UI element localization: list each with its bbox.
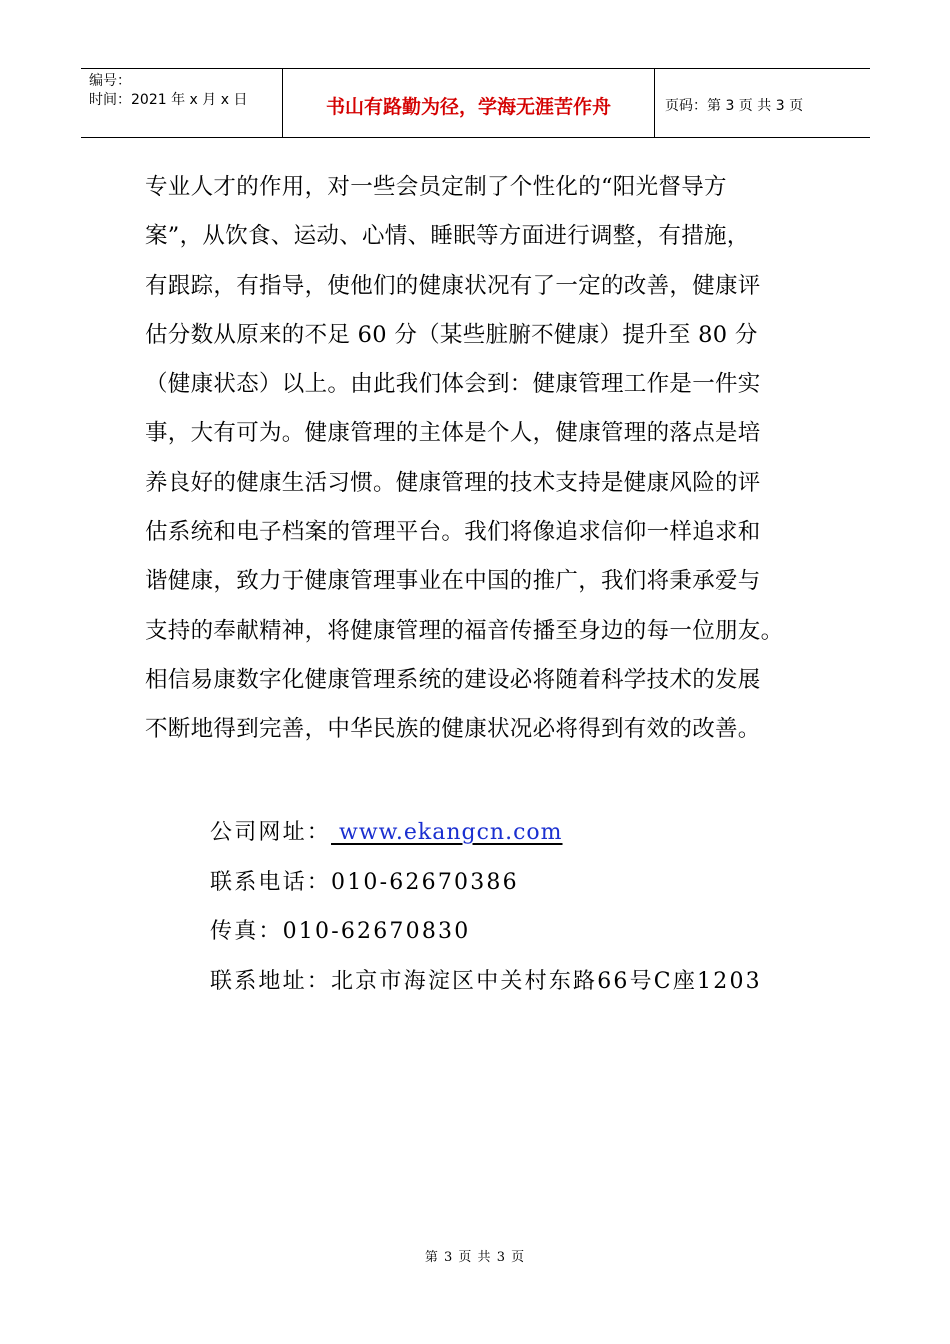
body-line: 事，大有可为。健康管理的主体是个人，健康管理的落点是培 (145, 420, 761, 447)
page-footer: 第 3 页 共 3 页 (424, 1250, 526, 1265)
address-label: 联系地址： (210, 968, 332, 994)
contact-fax-row (210, 907, 762, 957)
fax-value: 010-62670830 (282, 919, 471, 944)
body-line: 相信易康数字化健康管理系统的建设必将随着科学技术的发展 (145, 666, 761, 693)
contact-address-row (210, 957, 762, 1007)
website-link[interactable]: www.ekangcn.com (331, 820, 563, 845)
header-motto: 书山有路勤为径，学海无涯苦作舟 (283, 69, 655, 137)
body-line: （健康状态）以上。由此我们体会到：健康管理工作是一件实 (145, 371, 761, 398)
body-line: 支持的奉献精神，将健康管理的福音传播至身边的每一位朋友。 (145, 617, 784, 644)
document-date: 时间：2021 年 x 月 x 日 (89, 92, 248, 108)
phone-label: 联系电话： (210, 869, 332, 895)
body-line: 不断地得到完善，中华民族的健康状况必将得到有效的改善。 (145, 716, 761, 743)
header-meta (81, 69, 283, 137)
body-line: 案”，从饮食、运动、心情、睡眠等方面进行调整，有措施， (145, 223, 750, 250)
body-line: 有跟踪，有指导，使他们的健康状况有了一定的改善，健康评 (145, 272, 761, 299)
fax-label: 传真： (210, 919, 283, 944)
body-line: 专业人才的作用，对一些会员定制了个性化的“阳光督导方 (145, 174, 727, 200)
document-number-label: 编号： (89, 73, 131, 89)
contact-phone-row (210, 858, 762, 908)
body-paragraph (145, 163, 815, 755)
header-page-code: 页码：第 3 页 共 3 页 (665, 98, 804, 114)
website-label: 公司网址： (210, 820, 332, 845)
body-line: 估系统和电子档案的管理平台。我们将像追求信仰一样追求和 (145, 519, 761, 546)
contact-website-row (210, 808, 762, 858)
body-line: 估分数从原来的不足 60 分（某些脏腑不健康）提升至 80 分 (145, 321, 758, 348)
phone-value: 010-62670386 (331, 869, 519, 895)
contact-info (210, 808, 762, 1006)
page-header (81, 68, 870, 138)
address-value: 北京市海淀区中关村东路66号C座1203 (331, 968, 762, 994)
body-line: 养良好的健康生活习惯。健康管理的技术支持是健康风险的评 (145, 469, 761, 496)
body-line: 谐健康，致力于健康管理事业在中国的推广，我们将秉承爱与 (145, 568, 761, 595)
